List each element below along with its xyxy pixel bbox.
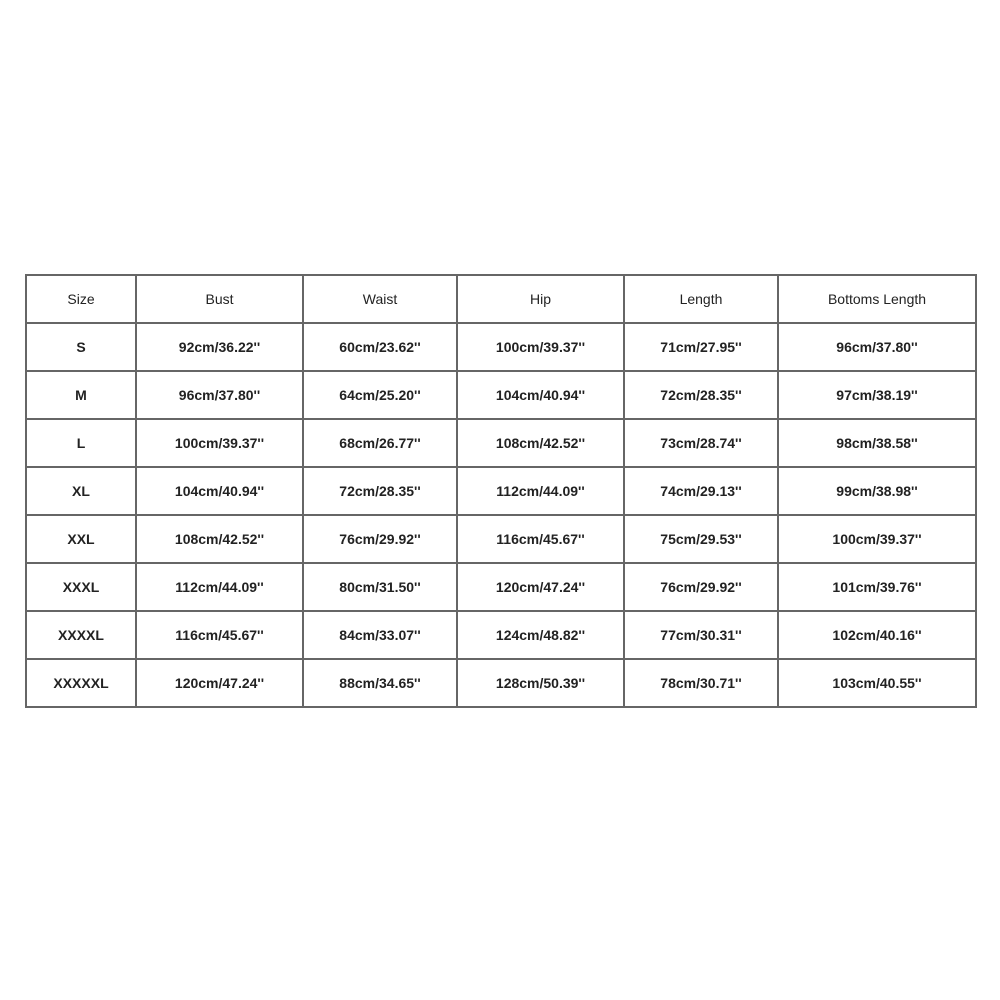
cell-bottoms-length: 103cm/40.55'' (778, 659, 976, 707)
cell-bust: 112cm/44.09'' (136, 563, 303, 611)
table-row (26, 467, 976, 515)
cell-size: S (26, 323, 136, 371)
cell-hip: 124cm/48.82'' (457, 611, 624, 659)
cell-bust: 92cm/36.22'' (136, 323, 303, 371)
cell-bust: 108cm/42.52'' (136, 515, 303, 563)
cell-bust: 116cm/45.67'' (136, 611, 303, 659)
cell-length: 71cm/27.95'' (624, 323, 778, 371)
cell-waist: 80cm/31.50'' (303, 563, 457, 611)
cell-bottoms-length: 102cm/40.16'' (778, 611, 976, 659)
cell-size: M (26, 371, 136, 419)
cell-hip: 104cm/40.94'' (457, 371, 624, 419)
cell-waist: 84cm/33.07'' (303, 611, 457, 659)
cell-hip: 120cm/47.24'' (457, 563, 624, 611)
table-row (26, 563, 976, 611)
cell-length: 77cm/30.31'' (624, 611, 778, 659)
cell-size: L (26, 419, 136, 467)
table-row (26, 611, 976, 659)
cell-hip: 128cm/50.39'' (457, 659, 624, 707)
cell-length: 74cm/29.13'' (624, 467, 778, 515)
header-waist: Waist (303, 275, 457, 323)
cell-bottoms-length: 101cm/39.76'' (778, 563, 976, 611)
cell-bottoms-length: 97cm/38.19'' (778, 371, 976, 419)
cell-bottoms-length: 100cm/39.37'' (778, 515, 976, 563)
cell-length: 73cm/28.74'' (624, 419, 778, 467)
table-row (26, 659, 976, 707)
cell-length: 72cm/28.35'' (624, 371, 778, 419)
size-chart-table (25, 274, 977, 708)
header-length: Length (624, 275, 778, 323)
table-row (26, 419, 976, 467)
cell-waist: 60cm/23.62'' (303, 323, 457, 371)
cell-length: 78cm/30.71'' (624, 659, 778, 707)
cell-length: 75cm/29.53'' (624, 515, 778, 563)
header-bottoms-length: Bottoms Length (778, 275, 976, 323)
cell-bottoms-length: 96cm/37.80'' (778, 323, 976, 371)
cell-hip: 116cm/45.67'' (457, 515, 624, 563)
header-bust: Bust (136, 275, 303, 323)
cell-size: XXXL (26, 563, 136, 611)
table-header-row (26, 275, 976, 323)
cell-bust: 100cm/39.37'' (136, 419, 303, 467)
cell-hip: 100cm/39.37'' (457, 323, 624, 371)
cell-bust: 96cm/37.80'' (136, 371, 303, 419)
cell-bust: 104cm/40.94'' (136, 467, 303, 515)
cell-hip: 108cm/42.52'' (457, 419, 624, 467)
cell-bust: 120cm/47.24'' (136, 659, 303, 707)
cell-size: XXXXXL (26, 659, 136, 707)
table-row (26, 323, 976, 371)
header-hip: Hip (457, 275, 624, 323)
cell-waist: 68cm/26.77'' (303, 419, 457, 467)
cell-waist: 72cm/28.35'' (303, 467, 457, 515)
table-row (26, 515, 976, 563)
cell-size: XL (26, 467, 136, 515)
cell-length: 76cm/29.92'' (624, 563, 778, 611)
header-size: Size (26, 275, 136, 323)
table-row (26, 371, 976, 419)
cell-hip: 112cm/44.09'' (457, 467, 624, 515)
cell-waist: 64cm/25.20'' (303, 371, 457, 419)
cell-waist: 76cm/29.92'' (303, 515, 457, 563)
cell-waist: 88cm/34.65'' (303, 659, 457, 707)
cell-size: XXXXL (26, 611, 136, 659)
cell-bottoms-length: 98cm/38.58'' (778, 419, 976, 467)
cell-size: XXL (26, 515, 136, 563)
cell-bottoms-length: 99cm/38.98'' (778, 467, 976, 515)
